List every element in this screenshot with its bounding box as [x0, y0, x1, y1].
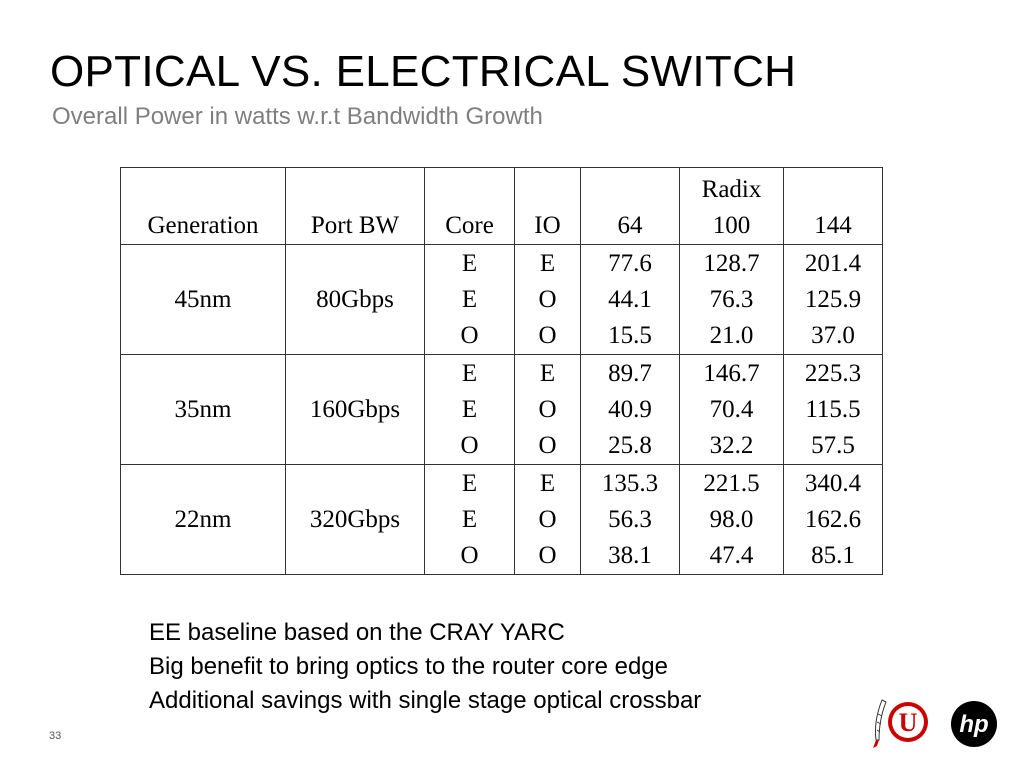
cell-value: 115.5 — [805, 395, 861, 423]
cell-value: 125.9 — [804, 285, 862, 313]
cell-value: 56.3 — [608, 505, 652, 533]
cell-stack — [680, 246, 783, 354]
cell-radix-64 — [581, 465, 680, 575]
cell-value: 98.0 — [709, 505, 754, 533]
cell-radix-100 — [680, 465, 784, 575]
university-of-utah-logo-icon — [868, 696, 934, 752]
cell-radix-144 — [784, 465, 883, 575]
cell-port-bw: 160Gbps — [286, 355, 425, 465]
cell-generation: 35nm — [121, 355, 286, 465]
notes — [149, 616, 701, 718]
cell-value: 37.0 — [811, 321, 855, 349]
cell-value: O — [538, 431, 557, 459]
note-line: Additional savings with single stage optical crossbar — [149, 687, 702, 714]
feather-icon — [873, 700, 886, 748]
cell-radix-144 — [784, 245, 883, 355]
cell-port-bw: 320Gbps — [286, 465, 425, 575]
cell-value: E — [461, 249, 478, 277]
hp-logo-text: hp — [959, 711, 989, 738]
cell-value: 44.1 — [608, 285, 652, 313]
cell-io — [515, 355, 581, 465]
cell-generation: 22nm — [121, 465, 286, 575]
cell-value: O — [538, 395, 557, 423]
page-number: 33 — [49, 730, 62, 742]
cell-value: 70.4 — [709, 395, 754, 423]
cell-stack — [784, 466, 882, 574]
cell-stack — [515, 246, 580, 354]
cell-core — [425, 465, 515, 575]
table-body — [121, 245, 883, 575]
cell-value: 221.5 — [703, 469, 760, 497]
slide-subtitle: Overall Power in watts w.r.t Bandwidth Growth — [52, 103, 543, 130]
cell-value: 57.5 — [811, 431, 855, 459]
table-row — [121, 465, 883, 575]
cell-radix-100 — [680, 245, 784, 355]
cell-value: O — [538, 285, 557, 313]
cell-io — [515, 245, 581, 355]
cell-core — [425, 355, 515, 465]
cell-value: 135.3 — [601, 469, 659, 497]
cell-stack — [581, 356, 679, 464]
cell-value: E — [539, 249, 556, 277]
cell-value: 32.2 — [709, 431, 754, 459]
header-radix-144: 144 — [784, 168, 883, 245]
power-table — [120, 167, 883, 575]
cell-value: E — [461, 359, 478, 387]
cell-stack — [425, 246, 514, 354]
cell-value: E — [461, 505, 478, 533]
cell-value: 77.6 — [608, 249, 652, 277]
cell-value: 225.3 — [804, 359, 862, 387]
cell-stack — [515, 466, 580, 574]
cell-value: O — [460, 431, 479, 459]
note-line: EE baseline based on the CRAY YARC — [149, 619, 565, 646]
header-core: Core — [425, 168, 515, 245]
cell-value: O — [460, 321, 479, 349]
cell-value: 146.7 — [703, 359, 760, 387]
cell-stack — [515, 356, 580, 464]
cell-value: E — [461, 285, 478, 313]
header-port-bw: Port BW — [286, 168, 425, 245]
cell-value: 40.9 — [608, 395, 652, 423]
header-io: IO — [515, 168, 581, 245]
cell-radix-100 — [680, 355, 784, 465]
hp-logo-icon — [950, 700, 998, 748]
cell-core — [425, 245, 515, 355]
cell-port-bw: 80Gbps — [286, 245, 425, 355]
cell-value: 162.6 — [804, 505, 862, 533]
cell-value: 128.7 — [703, 249, 760, 277]
cell-value: 76.3 — [709, 285, 754, 313]
cell-stack — [784, 246, 882, 354]
radix-label: Radix — [701, 176, 762, 203]
cell-value: E — [461, 469, 478, 497]
cell-value: 38.1 — [608, 541, 652, 569]
cell-value: E — [539, 469, 556, 497]
table-row — [121, 355, 883, 465]
cell-radix-64 — [581, 355, 680, 465]
cell-value: 340.4 — [804, 469, 862, 497]
cell-value: O — [538, 505, 557, 533]
cell-stack — [425, 356, 514, 464]
cell-stack — [680, 356, 783, 464]
table-header — [121, 168, 883, 245]
cell-radix-144 — [784, 355, 883, 465]
cell-stack — [581, 466, 679, 574]
cell-stack — [680, 466, 783, 574]
cell-value: E — [461, 395, 478, 423]
cell-value: O — [460, 541, 479, 569]
radix-value-100: 100 — [712, 212, 751, 239]
cell-value: 25.8 — [608, 431, 652, 459]
cell-value: 47.4 — [709, 541, 754, 569]
cell-radix-64 — [581, 245, 680, 355]
cell-stack — [425, 466, 514, 574]
cell-value: 201.4 — [804, 249, 862, 277]
cell-value: O — [538, 321, 557, 349]
cell-value: 15.5 — [608, 321, 652, 349]
slide-title: OPTICAL VS. ELECTRICAL SWITCH — [50, 47, 797, 96]
cell-io — [515, 465, 581, 575]
cell-stack — [784, 356, 882, 464]
cell-value: 85.1 — [811, 541, 855, 569]
table-row — [121, 245, 883, 355]
header-generation: Generation — [121, 168, 286, 245]
cell-value: E — [539, 359, 556, 387]
cell-value: 89.7 — [608, 359, 652, 387]
header-radix-100 — [680, 168, 784, 245]
header-radix-64: 64 — [581, 168, 680, 245]
utah-letter: U — [898, 708, 918, 737]
cell-value: O — [538, 541, 557, 569]
cell-generation: 45nm — [121, 245, 286, 355]
note-line: Big benefit to bring optics to the router core edge — [149, 653, 668, 680]
cell-value: 21.0 — [709, 321, 754, 349]
cell-stack — [581, 246, 679, 354]
